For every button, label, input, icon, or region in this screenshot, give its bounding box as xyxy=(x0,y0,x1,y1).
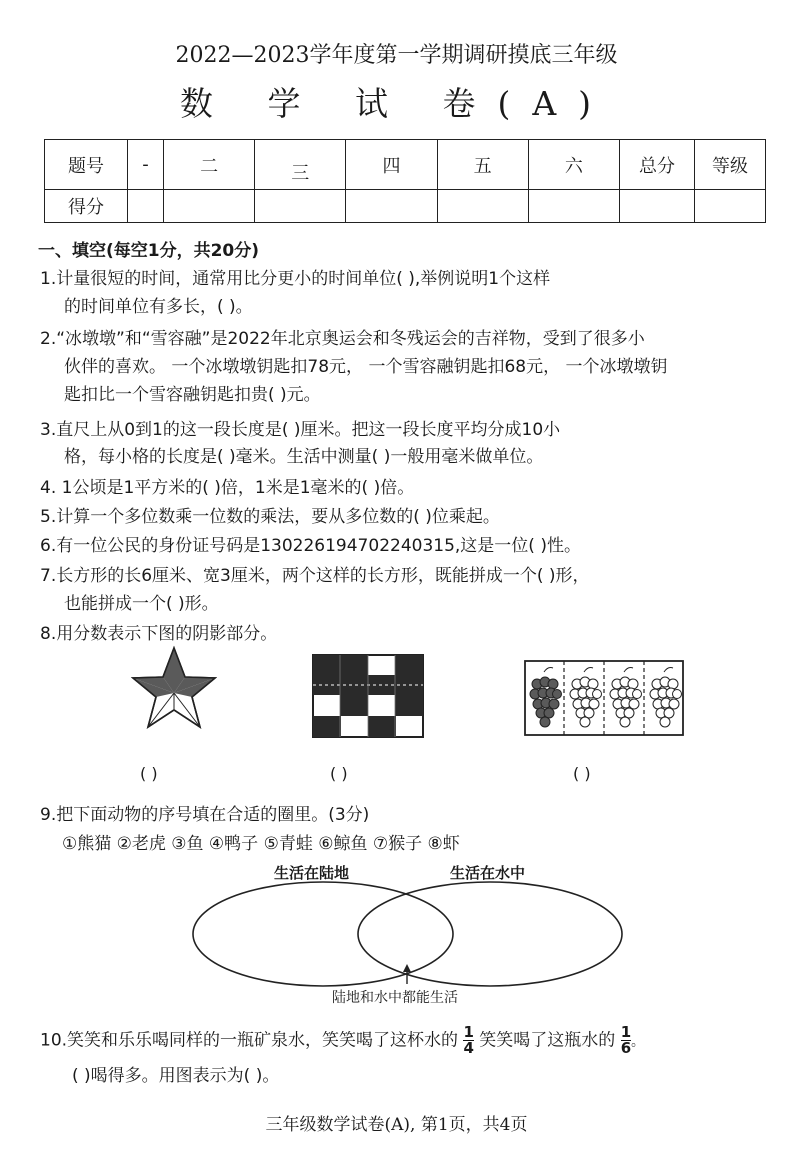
grapes-figure xyxy=(524,660,684,736)
score-input-cell[interactable] xyxy=(620,190,695,223)
score-row-values xyxy=(45,190,766,223)
question-10-line2: ( )喝得多。用图表示为( )。 xyxy=(72,1066,280,1086)
score-input-cell[interactable] xyxy=(164,190,255,223)
question-10-line1 xyxy=(40,1025,644,1056)
score-input-cell[interactable] xyxy=(695,190,766,223)
question-7-line2: 也能拼成一个( )形。 xyxy=(64,594,219,614)
animal-list: ①熊猫 ②老虎 ③鱼 ④鸭子 ⑤青蛙 ⑥鲸鱼 ⑦猴子 ⑧虾 xyxy=(62,834,460,854)
frac-den: 4 xyxy=(463,1039,474,1057)
answer-blank-grid[interactable]: ( ) xyxy=(330,764,348,783)
score-input-cell[interactable] xyxy=(346,190,437,223)
score-input-cell[interactable] xyxy=(528,190,619,223)
score-cell: 总分 xyxy=(620,140,695,190)
question-4: 4. 1公顷是1平方米的( )倍，1米是1毫米的( )倍。 xyxy=(40,478,415,498)
venn-label-land: 生活在陆地 xyxy=(274,864,350,882)
score-cell: 二 xyxy=(164,140,255,190)
score-cell: 四 xyxy=(346,140,437,190)
answer-blank-grapes[interactable]: ( ) xyxy=(573,764,591,783)
score-cell: 五 xyxy=(437,140,528,190)
question-3-line1: 3.直尺上从0到1的这一段长度是( )厘米。把这一段长度平均分成10小 xyxy=(40,420,561,440)
score-cell: 得分 xyxy=(45,190,128,223)
score-cell: - xyxy=(128,140,164,190)
page-footer: 三年级数学试卷(A), 第1页，共4页 xyxy=(265,1115,528,1135)
score-cell: 三 xyxy=(255,140,346,190)
question-10-text-a: 10.笑笑和乐乐喝同样的一瓶矿泉水，笑笑喝了这杯水的 xyxy=(40,1030,459,1051)
question-6: 6.有一位公民的身份证号码是130226194702240315,这是一位( )性。 xyxy=(40,536,581,556)
question-9: 9.把下面动物的序号填在合适的圈里。(3分) xyxy=(40,805,370,825)
score-input-cell[interactable] xyxy=(128,190,164,223)
exam-title: 数 学 试 卷(A) xyxy=(179,84,614,123)
question-2-line2: 伙伴的喜欢。 一个冰墩墩钥匙扣78元， 一个雪容融钥匙扣68元， 一个冰墩墩钥 xyxy=(64,357,668,377)
question-1-line1: 1.计量很短的时间，通常用比分更小的时间单位( ),举例说明1个这样 xyxy=(40,269,551,289)
exam-subtitle: 2022—2023学年度第一学期调研摸底三年级 xyxy=(175,43,618,68)
star-figure xyxy=(130,645,218,735)
fraction-one-sixth xyxy=(621,1025,631,1056)
section-heading: 一、填空(每空1分，共20分) xyxy=(38,241,260,261)
question-5: 5.计算一个多位数乘一位数的乘法，要从多位数的( )位乘起。 xyxy=(40,507,500,527)
question-2-line1: 2.“冰墩墩”和“雪容融”是2022年北京奥运会和冬残运会的吉祥物，受到了很多小 xyxy=(40,329,645,349)
score-table xyxy=(44,139,766,223)
frac-num: 1 xyxy=(463,1023,474,1041)
score-cell: 题号 xyxy=(45,140,128,190)
frac-den: 6 xyxy=(620,1039,632,1057)
frac-num: 1 xyxy=(620,1023,632,1041)
score-cell: 六 xyxy=(528,140,619,190)
venn-label-both: 陆地和水中都能生活 xyxy=(332,990,458,1006)
fraction-one-fourth xyxy=(463,1025,473,1056)
grid-figure xyxy=(312,654,424,738)
question-1-line2: 的时间单位有多长，( )。 xyxy=(64,297,253,317)
question-10-tail: 。 xyxy=(631,1034,645,1050)
venn-label-water: 生活在水中 xyxy=(450,864,526,882)
answer-blank-star[interactable]: ( ) xyxy=(140,764,158,783)
score-input-cell[interactable] xyxy=(255,190,346,223)
question-7-line1: 7.长方形的长6厘米、宽3厘米，两个这样的长方形，既能拼成一个( )形， xyxy=(40,566,590,586)
question-3-line2: 格，每小格的长度是( )毫米。生活中测量( )一般用毫米做单位。 xyxy=(64,447,544,467)
question-10-text-b: 笑笑喝了这瓶水的 xyxy=(479,1030,621,1051)
question-8: 8.用分数表示下图的阴影部分。 xyxy=(40,624,278,644)
score-cell: 等级 xyxy=(695,140,766,190)
score-row-header xyxy=(45,140,766,190)
score-input-cell[interactable] xyxy=(437,190,528,223)
question-2-line3: 匙扣比一个雪容融钥匙扣贵( )元。 xyxy=(64,385,321,405)
